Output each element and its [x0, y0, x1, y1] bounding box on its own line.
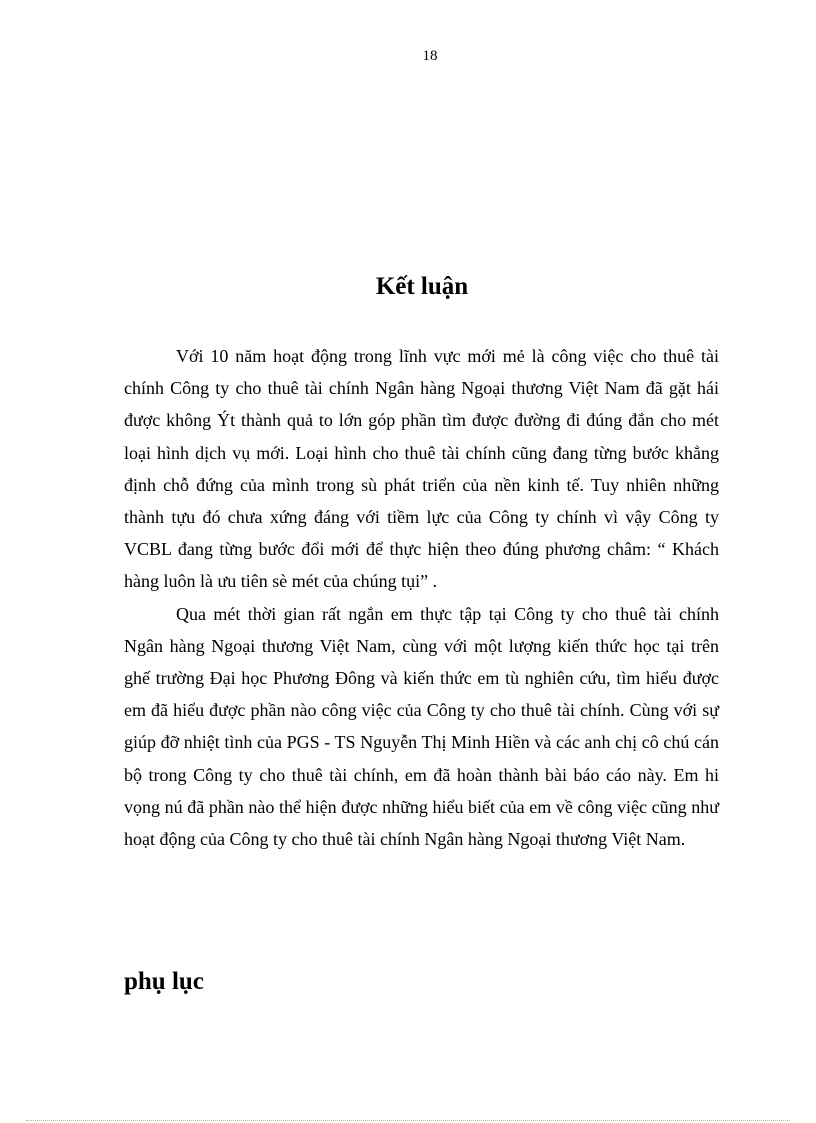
conclusion-paragraph-1: Với 10 năm hoạt động trong lĩnh vực mới mẻ là công việc cho thuê tài chính Công ty cho thuê tài chính Ngân hàng Ngoại thương Việt Nam đã gặt hái được không Ýt thành quả to lớn góp phần tìm được đường đi đúng đắn cho mét loại hình dịch vụ mới. Loại hình cho thuê tài chính cũng đang từng bước khẳng định chỗ đứng của mình trong sù phát triển của nền kinh tế. Tuy nhiên những thành tựu đó chưa xứng đáng với tiềm lực của Công ty chính vì vậy Công ty VCBL đang từng bước đổi mới để thực hiện theo đúng phương châm: “ Khách hàng luôn là ưu tiên sè mét của chúng tụi” . — [124, 346, 719, 592]
conclusion-paragraph-2: Qua mét thời gian rất ngắn em thực tập tại Công ty cho thuê tài chính Ngân hàng Ngoại thương Việt Nam, cùng với một lượng kiến thức học tại trên ghế trường Đại học Phương Đông và kiến thức em tù nghiên cứu, tìm hiểu được em đã hiểu được phần nào công việc của Công ty cho thuê tài chính. Cùng với sự giúp đỡ nhiệt tình của PGS - TS Nguyễn Thị Minh Hiền và các anh chị cô chú cán bộ trong Công ty cho thuê tài chính, em đã hoàn thành bài báo cáo này. Em hi vọng nú đã phần nào thể hiện được những hiểu biết của em về công việc cũng như hoạt động của Công ty cho thuê tài chính Ngân hàng Ngoại thương Việt Nam. — [124, 603, 719, 850]
page-bottom-divider — [26, 1120, 790, 1121]
page-number: 18 — [422, 48, 438, 64]
conclusion-heading: Kết luận — [375, 273, 469, 300]
conclusion-body — [124, 340, 719, 855]
appendix-heading: phụ lục — [124, 968, 204, 995]
